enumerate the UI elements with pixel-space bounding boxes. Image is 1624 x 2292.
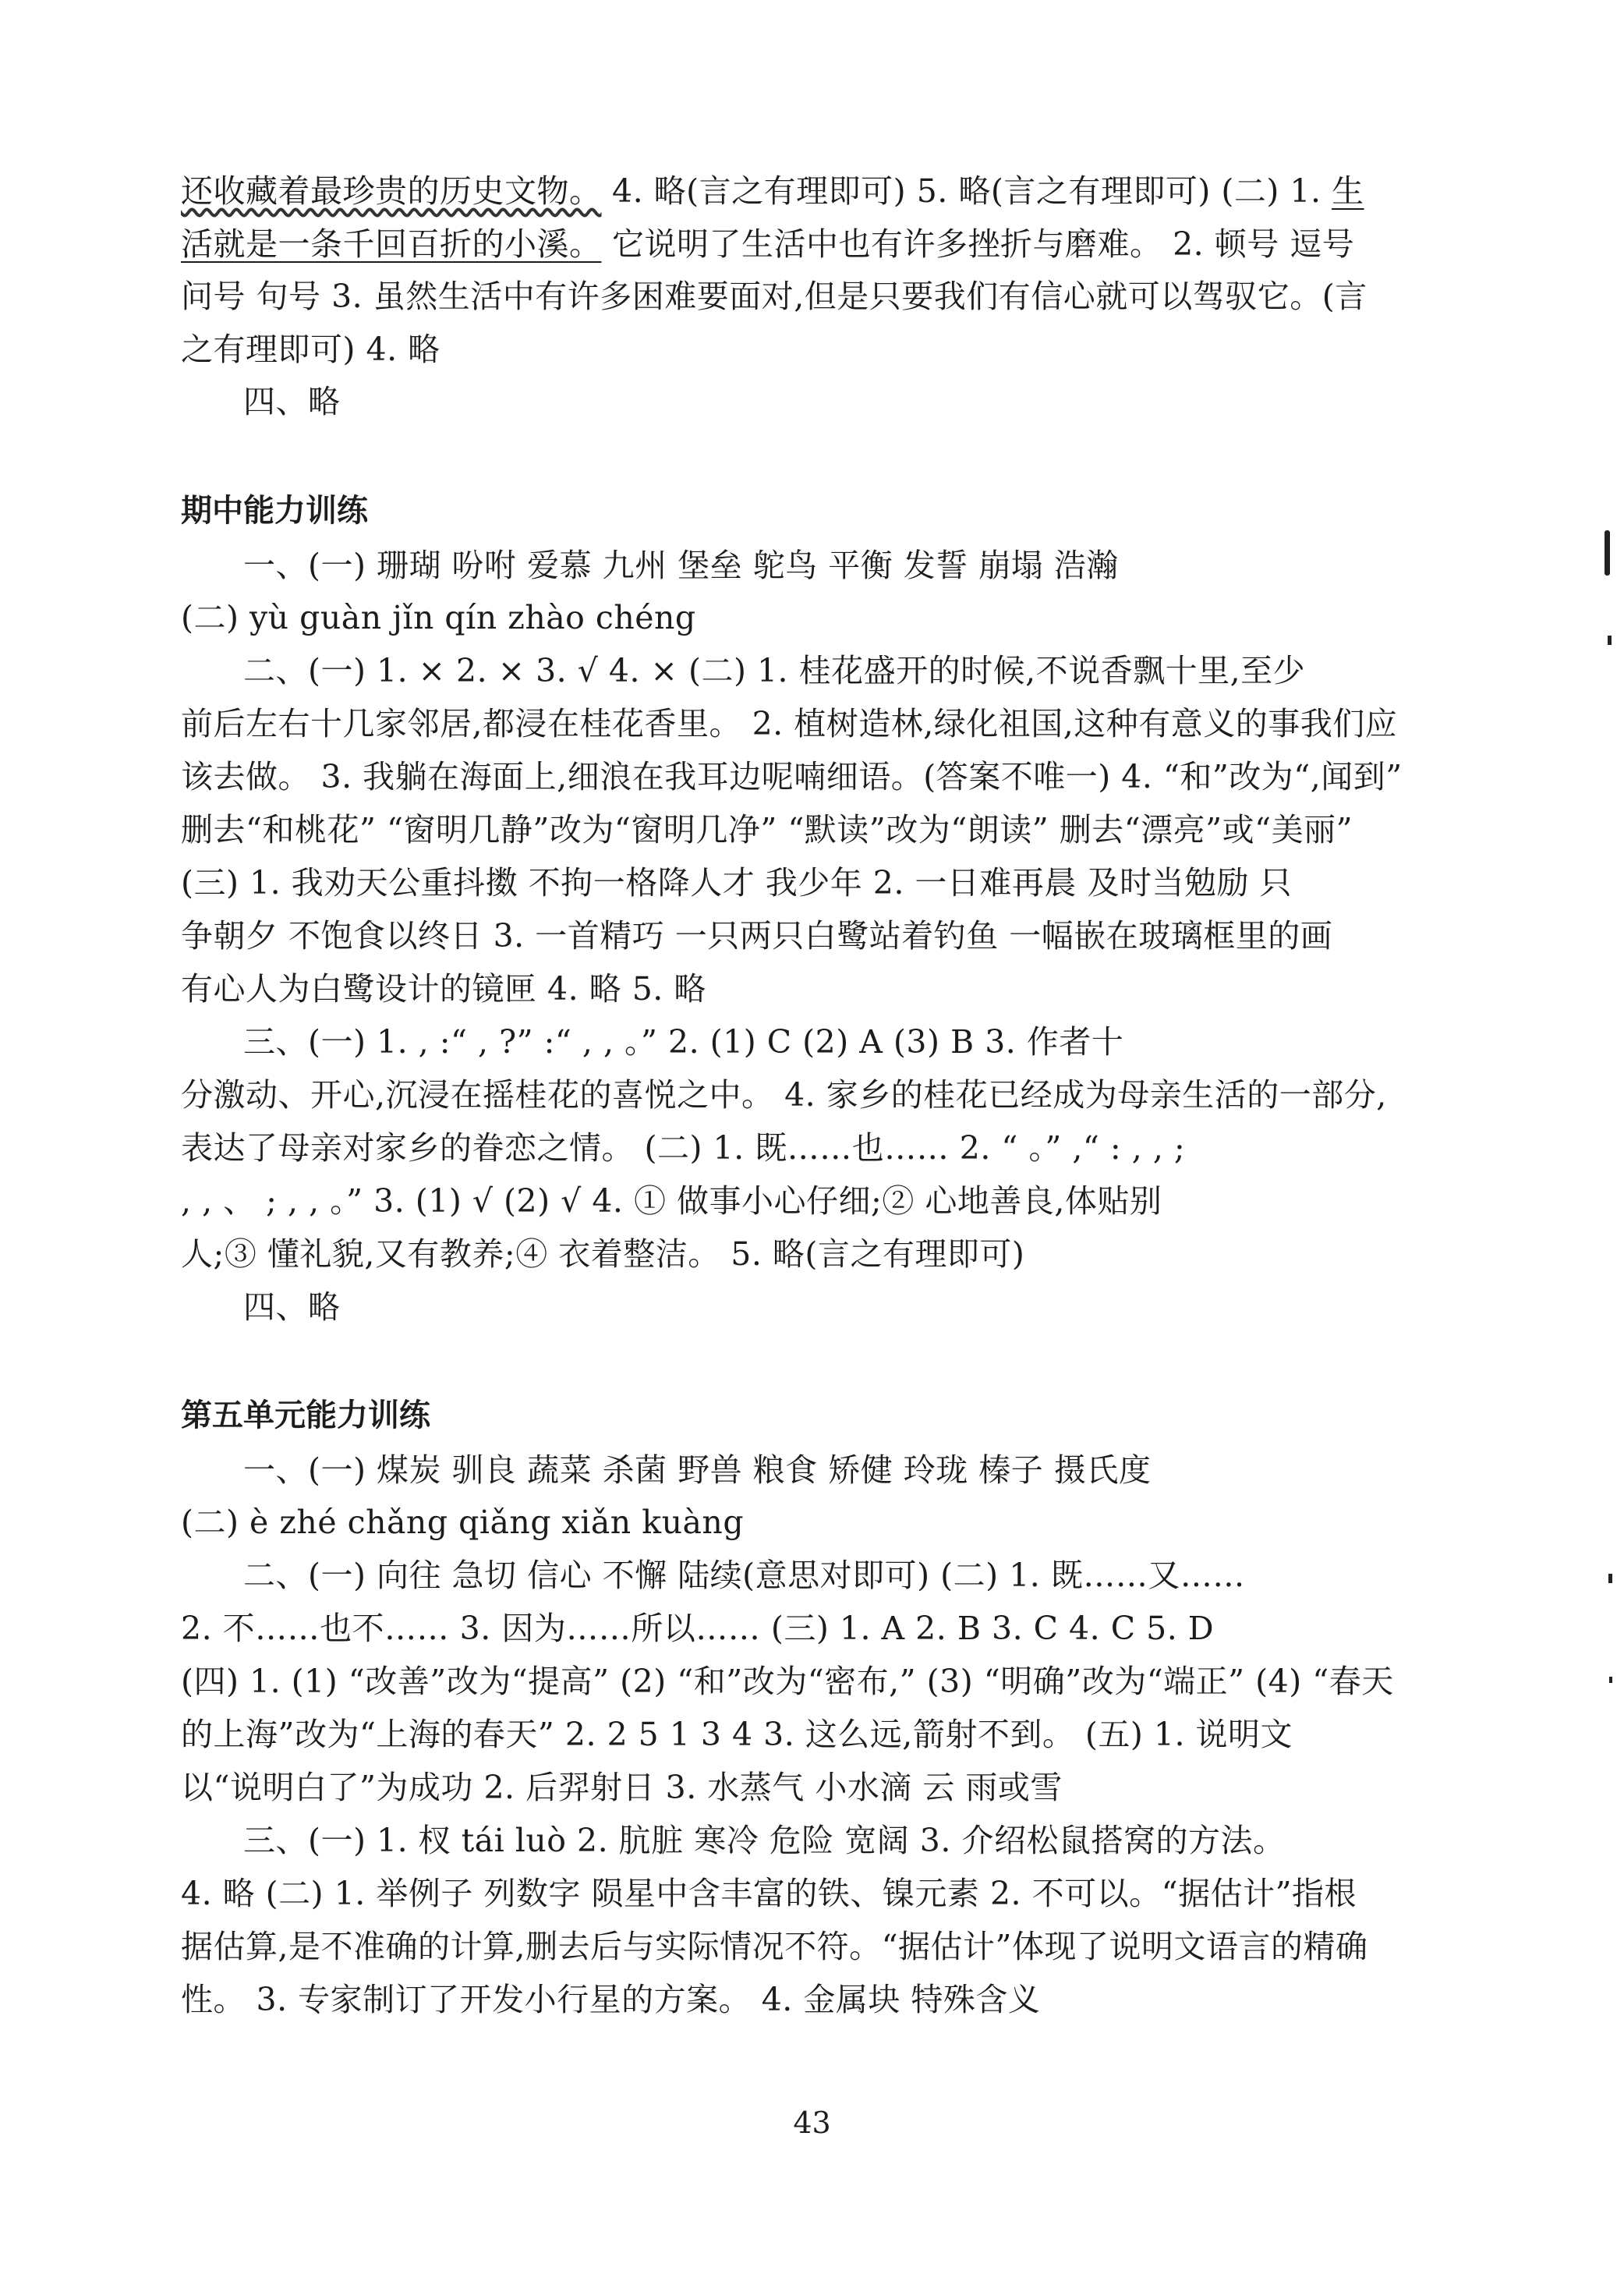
text-line: 三、(一) 1. , :“ , ?” :“ , , 。” 2. (1) C (2) A (3) B 3. 作者十 (243, 1023, 1124, 1061)
text-line: 二、(一) 1. × 2. × 3. √ 4. × (二) 1. 桂花盛开的时候,不说香飘十里,至少 (243, 652, 1306, 689)
text-line: 一、(一) 煤炭 驯良 蔬菜 杀菌 野兽 粮食 矫健 玲珑 榛子 摄氏度 (243, 1451, 1152, 1489)
text-line: 四、略 (243, 1288, 341, 1326)
scan-mark (1605, 530, 1610, 576)
text-line: 据估算,是不准确的计算,删去后与实际情况不符。“据估计”体现了说明文语言的精确 (181, 1928, 1368, 1965)
text-line: , , 、 ; , , 。” 3. (1) √ (2) √ 4. ① 做事小心仔细;② 心地善良,体贴别 (181, 1182, 1162, 1220)
text-line: 表达了母亲对家乡的眷恋之情。 (二) 1. 既……也…… 2. “ 。” ,“ : , , ; (181, 1129, 1186, 1167)
text-line: 四、略 (243, 383, 341, 420)
text-line: 一、(一) 珊瑚 吩咐 爱慕 九州 堡垒 鸵鸟 平衡 发誓 崩塌 浩瀚 (243, 547, 1119, 584)
scan-mark (1608, 1574, 1612, 1583)
text-line: 该去做。 3. 我躺在海面上,细浪在我耳边呢喃细语。(答案不唯一) 4. “和”改为“,闻到” (181, 758, 1403, 795)
text-line: 删去“和桃花” “窗明几静”改为“窗明几净” “默读”改为“朗读” 删去“漂亮”或“美丽” (181, 811, 1353, 848)
text-line: 活就是一条千回百折的小溪。 它说明了生活中也有许多挫折与磨难。 2. 顿号 逗号 (181, 225, 1355, 263)
text-line: (四) 1. (1) “改善”改为“提高” (2) “和”改为“密布,” (3) “明确”改为“端正” (4) “春天 (181, 1663, 1394, 1700)
text-line: (二) yù guàn jǐn qín zhào chéng (181, 599, 696, 636)
text-line: (二) è zhé chǎng qiǎng xiǎn kuàng (181, 1504, 745, 1541)
text-line: (三) 1. 我劝天公重抖擞 不拘一格降人才 我少年 2. 一日难再晨 及时当勉励 只 (181, 864, 1292, 902)
section-heading: 期中能力训练 (181, 493, 368, 529)
text-line: 有心人为白鹭设计的镜匣 4. 略 5. 略 (181, 970, 706, 1008)
text-line: 的上海”改为“上海的春天” 2. 2 5 1 3 4 3. 这么远,箭射不到。 (五) 1. 说明文 (181, 1716, 1293, 1753)
text-line: 还收藏着最珍贵的历史文物。 4. 略(言之有理即可) 5. 略(言之有理即可) (二) 1. 生 (181, 172, 1364, 210)
page-number: 43 (793, 2106, 831, 2140)
text-line: 性。 3. 专家制订了开发小行星的方案。 4. 金属块 特殊含义 (181, 1981, 1041, 2018)
text-line: 问号 句号 3. 虽然生活中有许多困难要面对,但是只要我们有信心就可以驾驭它。(言 (181, 278, 1367, 315)
text-line: 4. 略 (二) 1. 举例子 列数字 陨星中含丰富的铁、镍元素 2. 不可以。“据估计”指根 (181, 1875, 1357, 1912)
text-line: 之有理即可) 4. 略 (181, 331, 440, 368)
text-line: 二、(一) 向往 急切 信心 不懈 陆续(意思对即可) (二) 1. 既……又…… (243, 1557, 1245, 1594)
section-heading: 第五单元能力训练 (181, 1398, 430, 1433)
scan-mark (1608, 636, 1612, 645)
underlined-answer: 活就是一条千回百折的小溪。 (181, 225, 602, 263)
text-line: 前后左右十几家邻居,都浸在桂花香里。 2. 植树造林,绿化祖国,这种有意义的事我们应 (181, 705, 1398, 742)
underlined-answer: 生 (1332, 172, 1364, 210)
text-line: 2. 不……也不…… 3. 因为……所以…… (三) 1. A 2. B 3. C 4. C 5. D (181, 1610, 1215, 1647)
scan-mark (1609, 1677, 1612, 1683)
text-line: 争朝夕 不饱食以终日 3. 一首精巧 一只两只白鹭站着钓鱼 一幅嵌在玻璃框里的画 (181, 917, 1333, 955)
text-line: 以“说明白了”为成功 2. 后羿射日 3. 水蒸气 小水滴 云 雨或雪 (181, 1769, 1063, 1806)
underlined-answer: 还收藏着最珍贵的历史文物。 (181, 172, 602, 210)
text-line: 分激动、开心,沉浸在摇桂花的喜悦之中。 4. 家乡的桂花已经成为母亲生活的一部分, (181, 1076, 1387, 1114)
text-line: 人;③ 懂礼貌,又有教养;④ 衣着整洁。 5. 略(言之有理即可) (181, 1235, 1025, 1273)
text-line: 三、(一) 1. 杈 tái luò 2. 肮脏 寒冷 危险 宽阔 3. 介绍松鼠搭窝的方法。 (243, 1822, 1286, 1859)
